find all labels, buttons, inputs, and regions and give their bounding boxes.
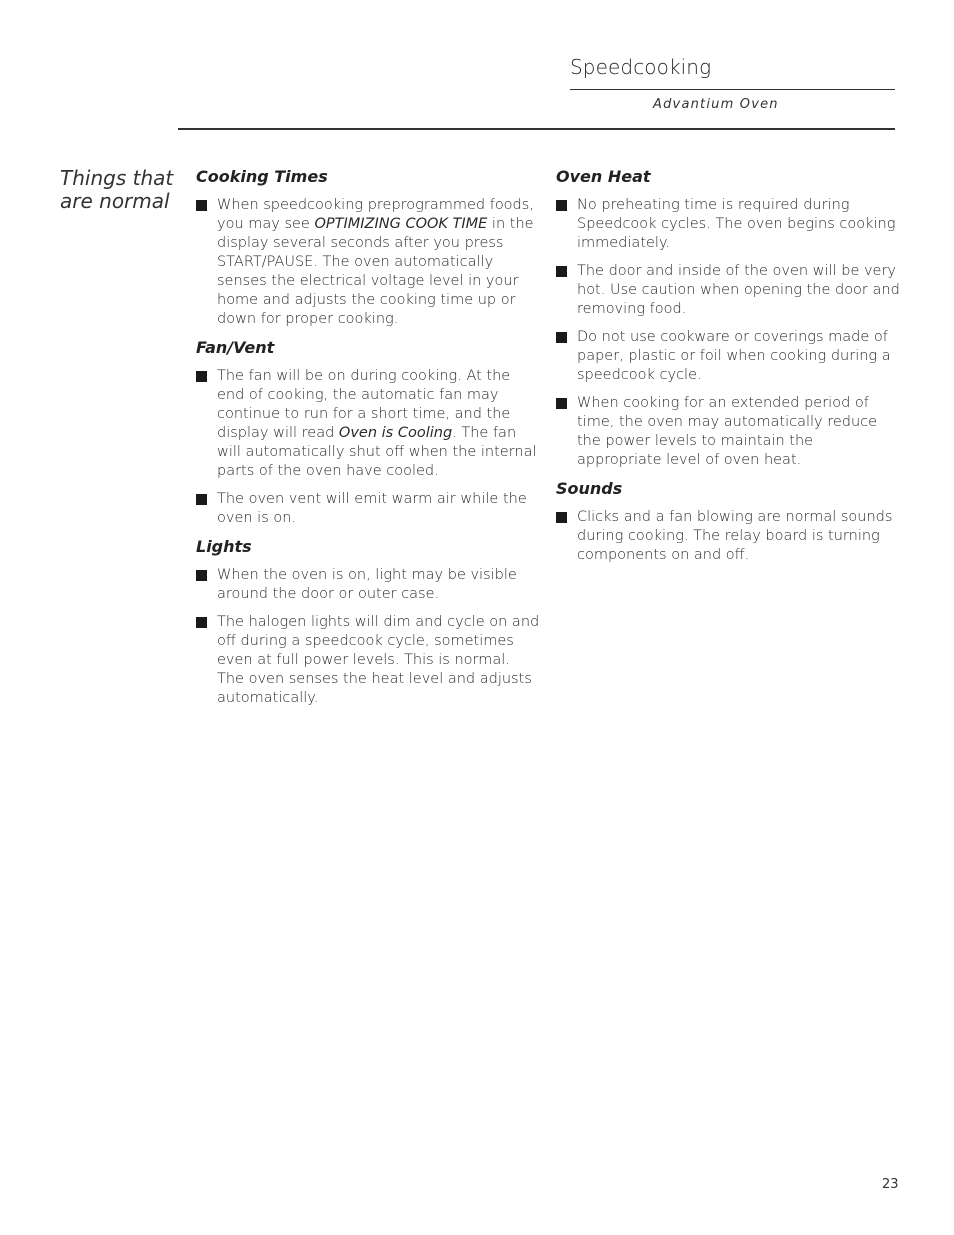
cooking-times-heading: Cooking Times: [196, 167, 328, 186]
section-heading-line-1: Things that: [60, 166, 174, 190]
bullet-square-icon: [556, 398, 567, 409]
section-heading: [60, 167, 178, 213]
bullet-square-icon: [196, 371, 207, 382]
lights-heading: Lights: [196, 537, 252, 556]
bullet-text: The halogen lights will dim and cycle on and off during a speedcook cycle, sometimes even at full power levels. This is normal. The oven senses the heat level and adjusts automatically.: [217, 614, 540, 706]
bullet-square-icon: [556, 512, 567, 523]
header-divider-thin: [570, 89, 895, 90]
page-section-title: Speedcooking: [570, 55, 712, 79]
bullet-square-icon: [556, 332, 567, 343]
product-name: Advantium Oven: [653, 97, 779, 112]
cooking-times-group: [196, 167, 541, 329]
list-item: [556, 196, 901, 253]
left-column: [196, 167, 541, 717]
bullet-emphasis: Oven is Cooling: [338, 425, 453, 441]
bullet-text: Clicks and a fan blowing are normal sounds during cooking. The relay board is turning components on and off.: [577, 509, 893, 563]
bullet-square-icon: [196, 200, 207, 211]
lights-list: [196, 566, 541, 708]
bullet-square-icon: [196, 617, 207, 628]
lights-group: [196, 537, 541, 708]
section-heading-line-2: are normal: [60, 189, 170, 213]
bullet-text: Do not use cookware or coverings made of paper, plastic or foil when cooking during a speedcook cycle.: [577, 329, 891, 383]
list-item: [196, 490, 541, 528]
fan-vent-list: [196, 367, 541, 528]
oven-heat-list: [556, 196, 901, 470]
bullet-text: When speedcooking preprogrammed foods, you may see: [217, 197, 534, 232]
bullet-text: The door and inside of the oven will be very hot. Use caution when opening the door and removing food.: [577, 263, 900, 317]
bullet-square-icon: [556, 266, 567, 277]
bullet-text: When the oven is on, light may be visible around the door or outer case.: [217, 567, 517, 602]
list-item: [556, 394, 901, 470]
bullet-square-icon: [556, 200, 567, 211]
sounds-list: [556, 508, 901, 565]
page-number: 23: [882, 1177, 899, 1192]
sounds-group: [556, 479, 901, 565]
list-item: [196, 196, 541, 329]
header-divider-thick: [178, 128, 895, 130]
bullet-square-icon: [196, 494, 207, 505]
sounds-heading: Sounds: [556, 479, 623, 498]
list-item: [196, 566, 541, 604]
list-item: [556, 508, 901, 565]
list-item: [196, 367, 541, 481]
bullet-text: No preheating time is required during Speedcook cycles. The oven begins cooking immediately.: [577, 197, 896, 251]
cooking-times-list: [196, 196, 541, 329]
bullet-text: The oven vent will emit warm air while the oven is on.: [217, 491, 527, 526]
fan-vent-group: [196, 338, 541, 528]
bullet-text: The fan will be on during cooking. At the end of cooking, the automatic fan may continue to run for a short time, and the display will read: [217, 368, 511, 441]
oven-heat-group: [556, 167, 901, 470]
list-item: [196, 613, 541, 708]
fan-vent-heading: Fan/Vent: [196, 338, 275, 357]
list-item: [556, 262, 901, 319]
bullet-text: in the display several seconds after you press START/PAUSE. The oven automatically senses the electrical voltage level in your home and adjusts the cooking time up or down for proper cooking.: [217, 216, 534, 327]
list-item: [556, 328, 901, 385]
right-column: [556, 167, 901, 574]
bullet-emphasis: OPTIMIZING COOK TIME: [314, 216, 488, 232]
bullet-square-icon: [196, 570, 207, 581]
bullet-text: . The fan will automatically shut off when the internal parts of the oven have cooled.: [217, 425, 537, 479]
bullet-text: When cooking for an extended period of time, the oven may automatically reduce the power levels to maintain the appropriate level of oven heat.: [577, 395, 878, 468]
oven-heat-heading: Oven Heat: [556, 167, 651, 186]
